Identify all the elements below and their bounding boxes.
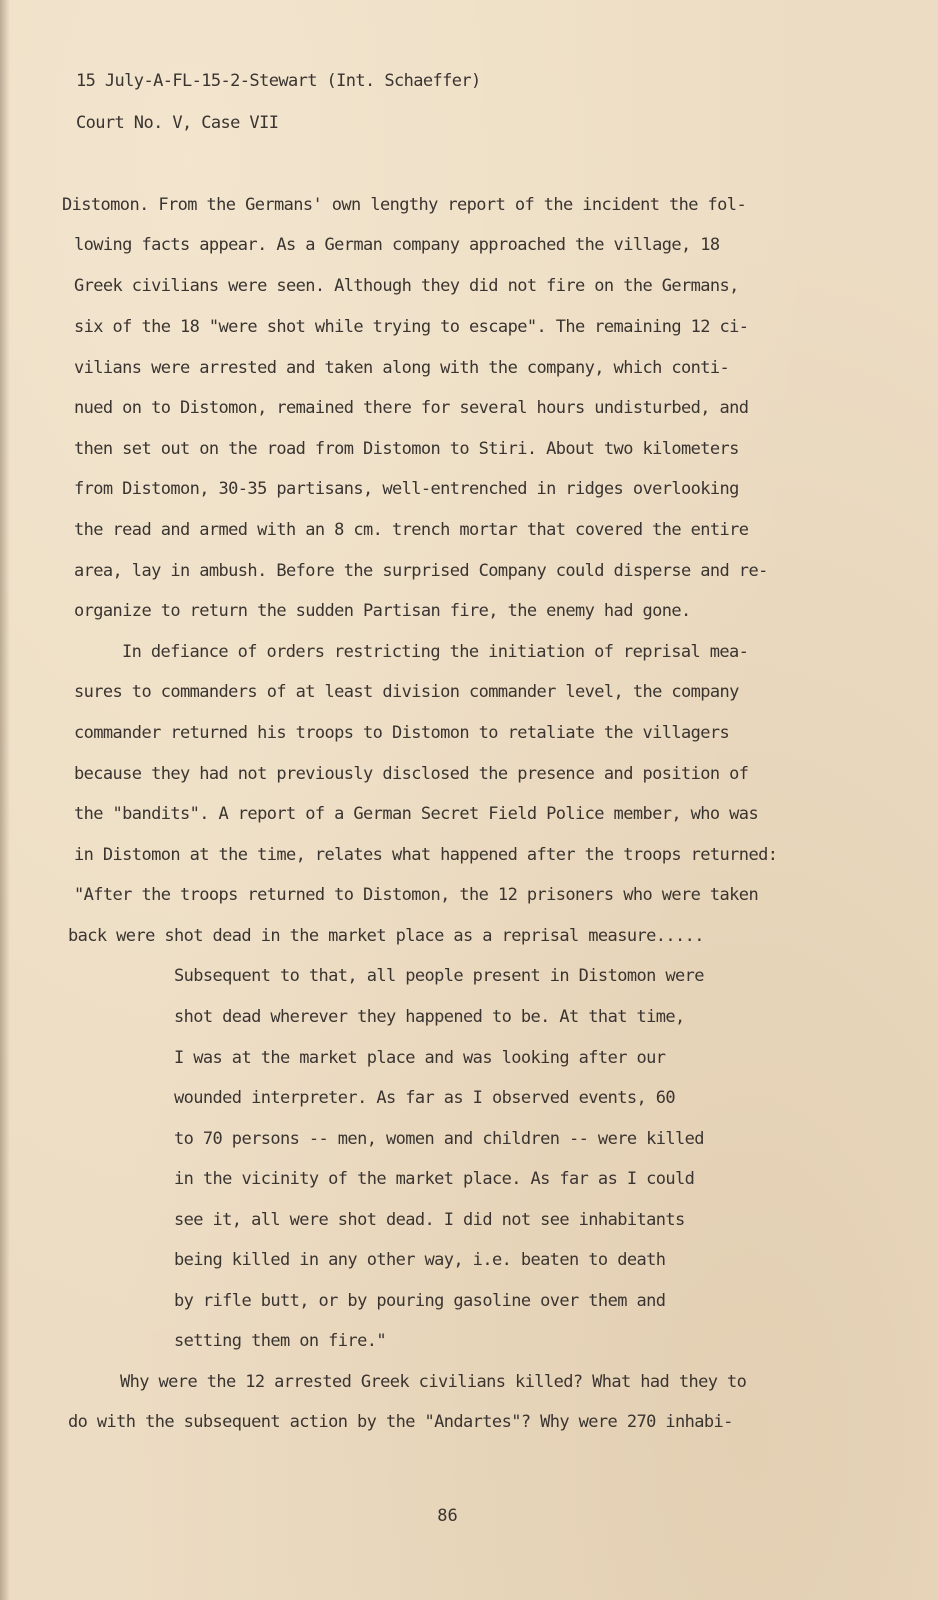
header-line-1: 15 July-A-FL-15-2-Stewart (Int. Schaeffer)	[76, 71, 481, 91]
p2-line-6: in Distomon at the time, relates what happened after the troops returned:	[74, 845, 778, 865]
quote-line-6: in the vicinity of the market place. As far as I could	[174, 1169, 695, 1189]
p2-line-1: In defiance of orders restricting the initiation of reprisal mea-	[122, 642, 749, 662]
p2-line-8: back were shot dead in the market place as a reprisal measure.....	[68, 926, 704, 946]
quote-line-10: setting them on fire."	[174, 1331, 386, 1351]
p1-line-10: area, lay in ambush. Before the surprised Company could disperse and re-	[74, 561, 768, 581]
page-number: 86	[437, 1506, 458, 1526]
quote-line-7: see it, all were shot dead. I did not see inhabitants	[174, 1210, 685, 1230]
quote-line-2: shot dead wherever they happened to be. At that time,	[174, 1007, 685, 1027]
p2-line-2: sures to commanders of at least division commander level, the company	[74, 682, 739, 702]
p1-line-7: then set out on the road from Distomon to Stiri. About two kilometers	[74, 439, 739, 459]
p3-line-2: do with the subsequent action by the "Andartes"? Why were 270 inhabi-	[68, 1412, 733, 1432]
p1-line-6: nued on to Distomon, remained there for several hours undisturbed, and	[74, 398, 749, 418]
p1-line-5: vilians were arrested and taken along with the company, which conti-	[74, 358, 730, 378]
quote-line-5: to 70 persons -- men, women and children -- were killed	[174, 1129, 704, 1149]
p3-line-1: Why were the 12 arrested Greek civilians killed? What had they to	[120, 1372, 747, 1392]
page-edge-shadow	[0, 0, 10, 1600]
header-line-2: Court No. V, Case VII	[76, 113, 279, 133]
p1-line-2: lowing facts appear. As a German company approached the village, 18	[74, 235, 720, 255]
quote-line-4: wounded interpreter. As far as I observed events, 60	[174, 1088, 676, 1108]
p2-line-7: "After the troops returned to Distomon, the 12 prisoners who were taken	[74, 885, 759, 905]
quote-line-8: being killed in any other way, i.e. beaten to death	[174, 1250, 666, 1270]
p2-line-4: because they had not previously disclosed the presence and position of	[74, 764, 749, 784]
p1-line-9: the read and armed with an 8 cm. trench mortar that covered the entire	[74, 520, 749, 540]
p1-line-1: Distomon. From the Germans' own lengthy report of the incident the fol-	[62, 195, 747, 215]
p2-line-5: the "bandits". A report of a German Secret Field Police member, who was	[74, 804, 759, 824]
p1-line-3: Greek civilians were seen. Although they did not fire on the Germans,	[74, 276, 739, 296]
p1-line-4: six of the 18 "were shot while trying to escape". The remaining 12 ci-	[74, 317, 749, 337]
quote-line-9: by rifle butt, or by pouring gasoline over them and	[174, 1291, 666, 1311]
quote-line-1: Subsequent to that, all people present in Distomon were	[174, 966, 704, 986]
p1-line-8: from Distomon, 30-35 partisans, well-entrenched in ridges overlooking	[74, 479, 739, 499]
p1-line-11: organize to return the sudden Partisan fire, the enemy had gone.	[74, 601, 691, 621]
quote-line-3: I was at the market place and was looking after our	[174, 1048, 666, 1068]
p2-line-3: commander returned his troops to Distomon to retaliate the villagers	[74, 723, 730, 743]
